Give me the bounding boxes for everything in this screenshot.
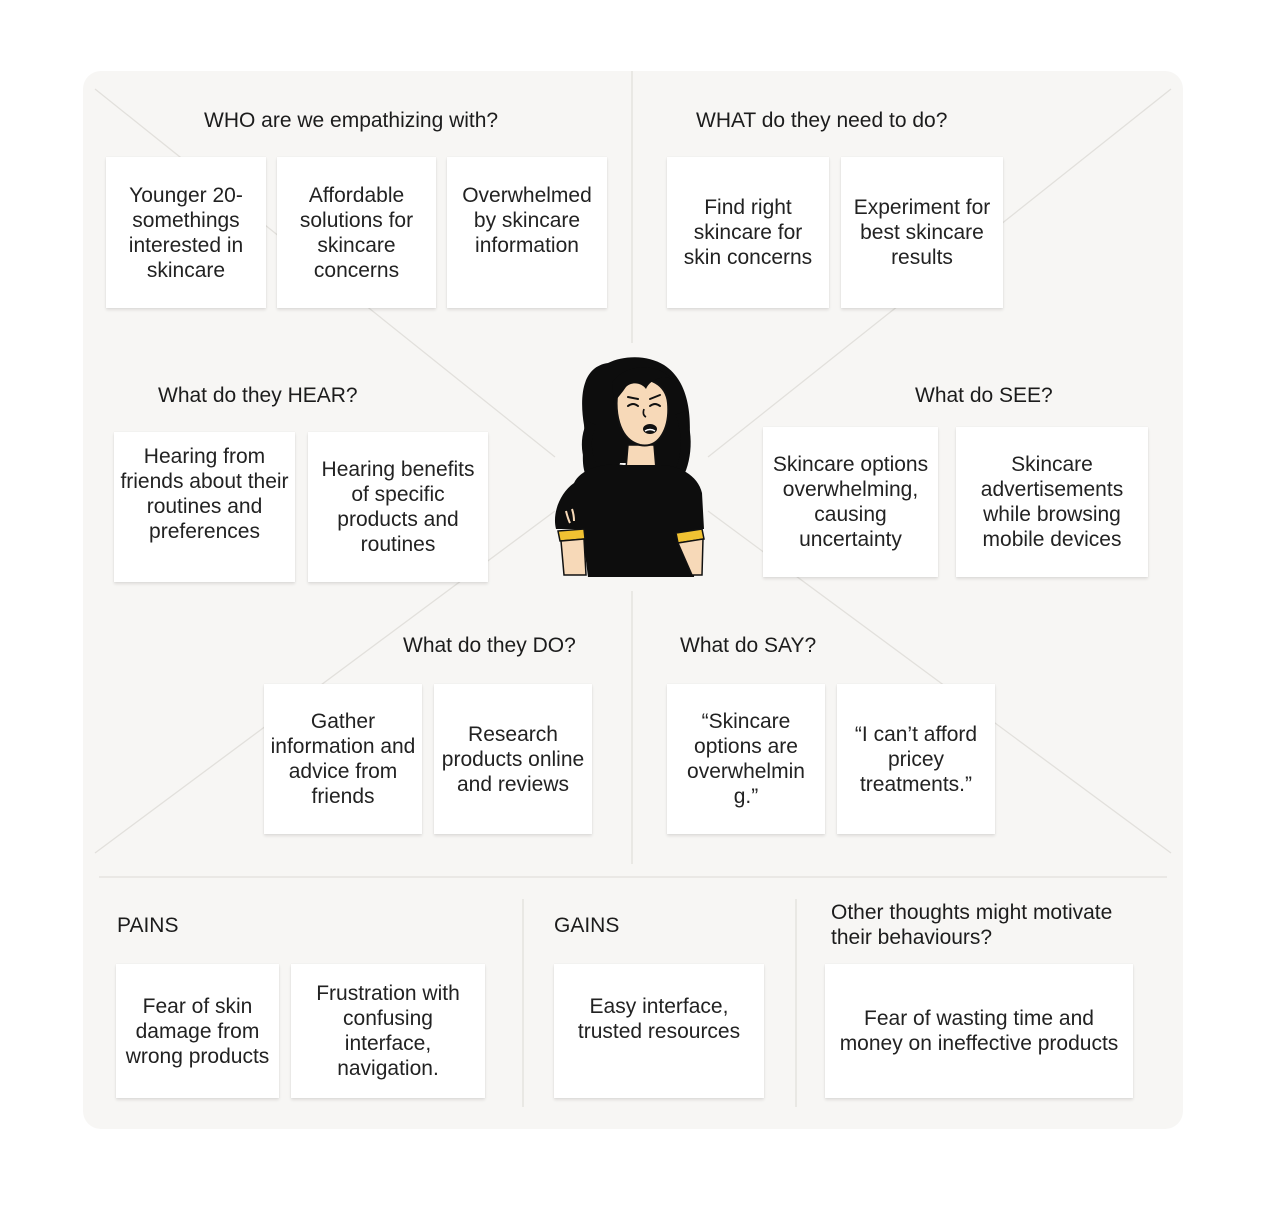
sticky-note: Affordable solutions for skincare concerns	[277, 157, 436, 308]
sticky-note: “I can’t afford pricey treatments.”	[837, 684, 995, 834]
sticky-note: Skincare advertisements while browsing mobile devices	[956, 427, 1148, 577]
sticky-note: Find right skincare for skin concerns	[667, 157, 829, 308]
sticky-note: Fear of skin damage from wrong products	[116, 964, 279, 1098]
sticky-note: Skincare options overwhelming, causing uncertainty	[763, 427, 938, 577]
sticky-note: Experiment for best skincare results	[841, 157, 1003, 308]
other-thoughts-heading: Other thoughts might motivate their behaviours?	[831, 901, 1113, 949]
hear-heading: What do they HEAR?	[158, 384, 358, 407]
sticky-note: Easy interface, trusted resources	[554, 964, 764, 1098]
see-heading: What do SEE?	[915, 384, 1053, 407]
gains-heading: GAINS	[554, 914, 620, 937]
sticky-note: Gather information and advice from friends	[264, 684, 422, 834]
sticky-note: Younger 20-somethings interested in skincare	[106, 157, 266, 308]
do-heading: What do they DO?	[403, 634, 576, 657]
sticky-note: Hearing from friends about their routines and preferences	[114, 432, 295, 582]
who-heading: WHO are we empathizing with?	[204, 109, 499, 132]
pains-heading: PAINS	[117, 914, 179, 937]
sticky-note: Frustration with confusing interface, navigation.	[291, 964, 485, 1098]
say-heading: What do SAY?	[680, 634, 817, 657]
what-heading: WHAT do they need to do?	[696, 109, 948, 132]
sticky-note: “Skincare options are overwhelmin g.”	[667, 684, 825, 834]
sticky-note: Overwhelmed by skincare information	[447, 157, 607, 308]
sticky-note: Fear of wasting time and money on ineffective products	[825, 964, 1133, 1098]
persona-woman-icon	[552, 353, 707, 579]
sticky-note: Hearing benefits of specific products and routines	[308, 432, 488, 582]
sticky-note: Research products online and reviews	[434, 684, 592, 834]
